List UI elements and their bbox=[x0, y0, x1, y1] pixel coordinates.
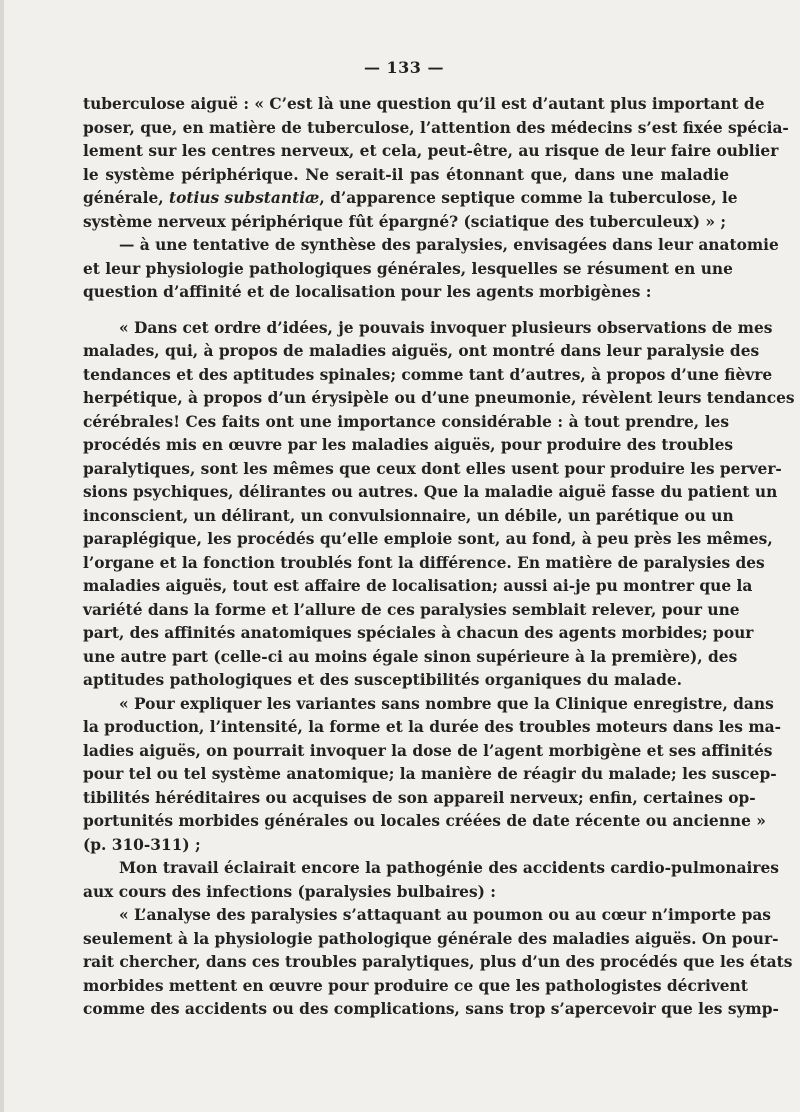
body-text bbox=[83, 93, 795, 1022]
text-line: procédés mis en œuvre par les maladies aiguës, pour produire des troubles bbox=[83, 436, 734, 454]
text-line: ladies aiguës, on pourrait invoquer la dose de l’agent morbigène et ses affinités bbox=[83, 741, 773, 760]
text-line: maladies aiguës, tout est affaire de localisation; aussi ai-je pu montrer que la bbox=[83, 577, 753, 595]
text-line: herpétique, à propos d’un érysipèle ou d’une pneumonie, révèlent leurs tendances bbox=[83, 389, 795, 407]
text-line: cérébrales! Ces faits ont une importance considérable : à tout prendre, les bbox=[83, 412, 729, 431]
text-line: variété dans la forme et l’allure de ces paralysies semblait relever, pour une bbox=[83, 600, 740, 619]
text-line: et leur physiologie pathologiques générales, lesquelles se résument en une bbox=[83, 259, 733, 278]
text-line: « L’analyse des paralysies s’attaquant au poumon ou au cœur n’importe pas bbox=[119, 906, 771, 924]
text-line: une autre part (celle-ci au moins égale sinon supérieure à la première), des bbox=[83, 647, 738, 666]
text-line: système nerveux périphérique fût épargné? (sciatique des tuberculeux) » ; bbox=[83, 212, 727, 231]
text-line: aptitudes pathologiques et des susceptibilités organiques du malade. bbox=[83, 671, 683, 689]
text-line: pour tel ou tel système anatomique; la manière de réagir du malade; les suscep- bbox=[83, 765, 777, 783]
text-line: le système périphérique. Ne serait-il pas étonnant que, dans une maladie bbox=[83, 165, 729, 184]
latin-phrase: totius substantiæ bbox=[168, 189, 320, 207]
text-line: l’organe et la fonction troublés font la différence. En matière de paralysies des bbox=[83, 553, 765, 572]
page-number: — 133 — bbox=[363, 58, 445, 77]
text-line: rait chercher, dans ces troubles paralytiques, plus d’un des procédés que les états bbox=[83, 953, 793, 971]
text-line: (p. 310-311) ; bbox=[83, 835, 201, 854]
text-line: poser, que, en matière de tuberculose, l’attention des médecins s’est fixée spécia- bbox=[83, 118, 789, 137]
text-line: tibilités héréditaires ou acquises de son appareil nerveux; enfin, certaines op- bbox=[83, 788, 756, 807]
text-line: paraplégique, les procédés qu’elle emploie sont, au fond, à peu près les mêmes, bbox=[83, 530, 773, 548]
text-line: question d’affinité et de localisation pour les agents morbigènes : bbox=[83, 283, 652, 301]
text-line: la production, l’intensité, la forme et la durée des troubles moteurs dans les ma- bbox=[83, 718, 781, 736]
text-line-with-italic: générale, totius substantiæ, d’apparence septique comme la tuberculose, le bbox=[83, 189, 738, 207]
text-line: — à une tentative de synthèse des paralysies, envisagées dans leur anatomie bbox=[119, 236, 779, 254]
text-line: portunités morbides générales ou locales créées de date récente ou ancienne » bbox=[83, 812, 766, 830]
text-line: part, des affinités anatomiques spéciales à chacun des agents morbides; pour bbox=[83, 624, 754, 642]
text-line: paralytiques, sont les mêmes que ceux dont elles usent pour produire les perver- bbox=[83, 459, 782, 478]
text-line: comme des accidents ou des complications, sans trop s’apercevoir que les symp- bbox=[83, 1000, 779, 1018]
text-line: « Dans cet ordre d’idées, je pouvais invoquer plusieurs observations de mes bbox=[119, 318, 773, 337]
text-line: Mon travail éclairait encore la pathogénie des accidents cardio-pulmonaires bbox=[119, 859, 779, 877]
text-line: sions psychiques, délirantes ou autres. Que la maladie aiguë fasse du patient un bbox=[83, 483, 778, 501]
text-line: seulement à la physiologie pathologique générale des maladies aiguës. On pour- bbox=[83, 929, 779, 948]
text-line: inconscient, un délirant, un convulsionnaire, un débile, un parétique ou un bbox=[83, 506, 734, 525]
text-line: aux cours des infections (paralysies bulbaires) : bbox=[83, 882, 496, 901]
text-line: lement sur les centres nerveux, et cela, peut-être, au risque de leur faire oublier bbox=[83, 142, 779, 160]
text-line: « Pour expliquer les variantes sans nombre que la Clinique enregistre, dans bbox=[119, 694, 774, 713]
text-line: tendances et des aptitudes spinales; comme tant d’autres, à propos d’une fièvre bbox=[83, 365, 773, 384]
text-line: tuberculose aiguë : « C’est là une question qu’il est d’autant plus important de bbox=[83, 95, 765, 113]
text-line: malades, qui, à propos de maladies aiguës, ont montré dans leur paralysie des bbox=[83, 342, 760, 360]
text-line: morbides mettent en œuvre pour produire ce que les pathologistes décrivent bbox=[83, 976, 748, 995]
